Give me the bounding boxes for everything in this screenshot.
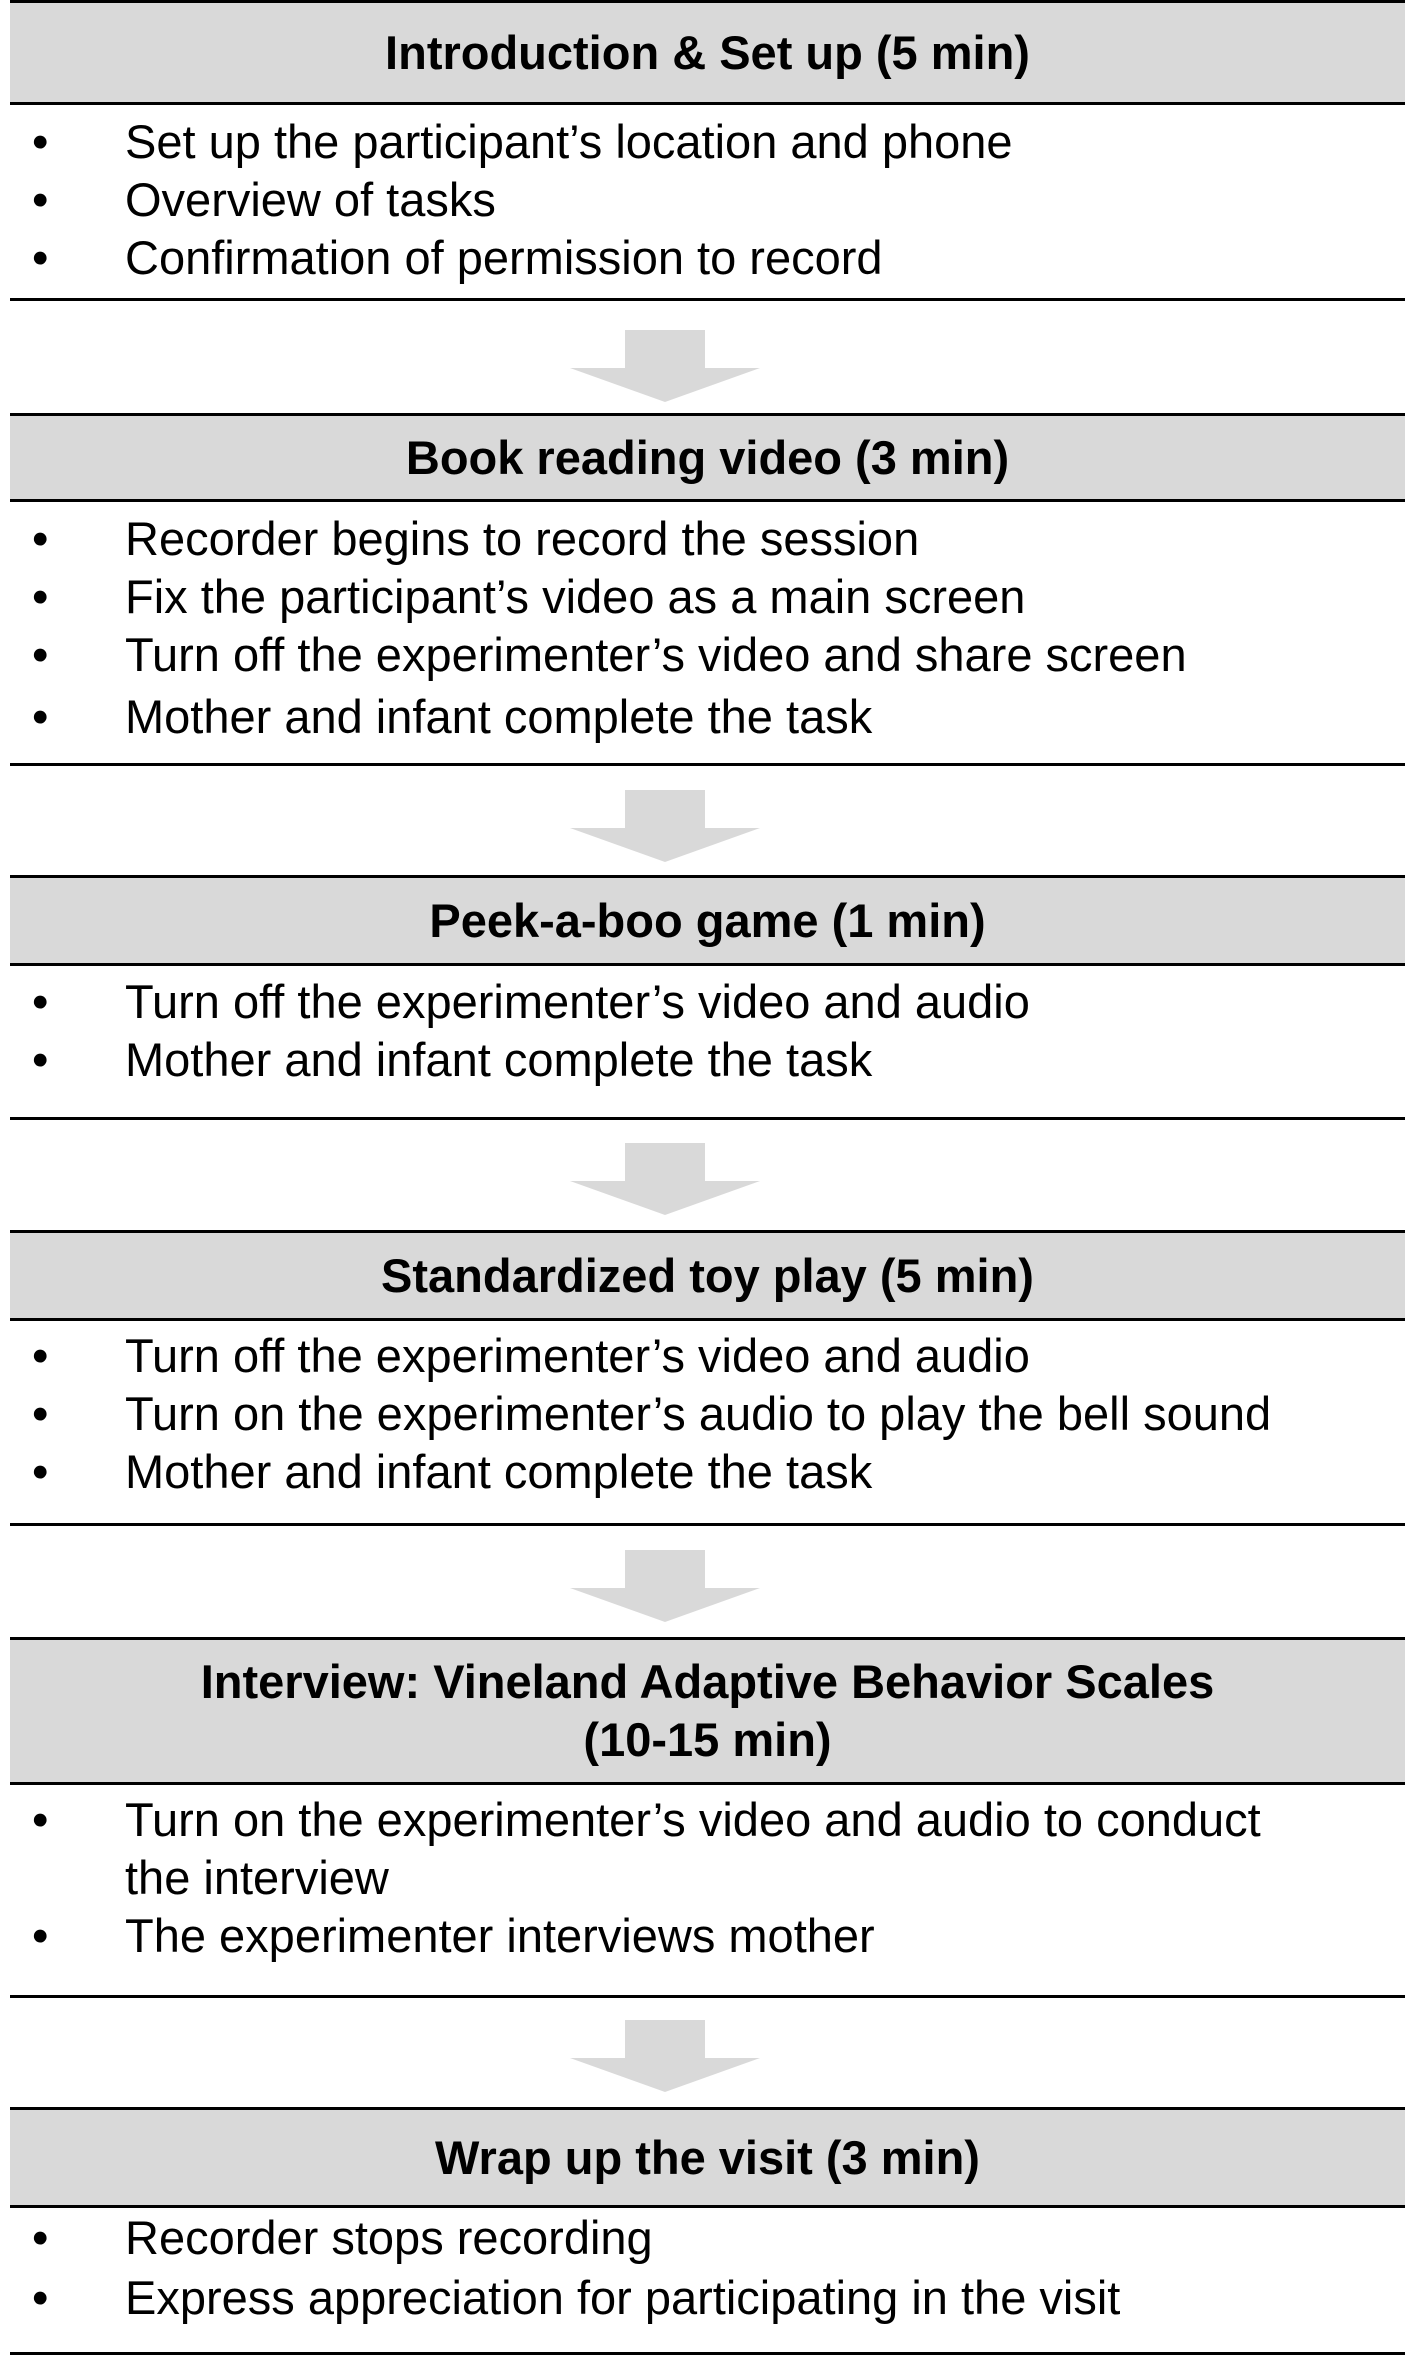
step-title-box <box>10 878 1405 966</box>
step-task-text: Express appreciation for participating in the visit <box>125 2271 1121 2324</box>
step-task-item <box>10 113 1405 171</box>
down-arrow-icon <box>570 330 760 402</box>
step-title-line: Introduction & Set up (5 min) <box>385 25 1030 79</box>
step-title-box <box>10 1640 1405 1785</box>
step-task-text: Turn off the experimenter’s video and audio <box>125 975 1030 1028</box>
step-task-item <box>10 510 1405 568</box>
step-title <box>435 2129 980 2187</box>
bullet-icon: • <box>32 231 49 284</box>
step-task-item <box>10 1443 1405 1501</box>
bullet-icon: • <box>32 1387 49 1440</box>
step-bottom-rule <box>10 1995 1405 1998</box>
step-task-item <box>10 626 1405 684</box>
bullet-icon: • <box>32 1033 49 1086</box>
step-title <box>429 892 985 950</box>
down-arrow-shape <box>570 2020 760 2092</box>
bullet-icon: • <box>32 1909 49 1962</box>
step-task-text: Turn off the experimenter’s video and share screen <box>125 628 1187 681</box>
step-task-item <box>10 2209 1405 2267</box>
step-task-item <box>10 973 1405 1031</box>
step-task-item <box>10 1327 1405 1385</box>
step-task-list <box>10 1791 1405 1965</box>
step-task-item <box>10 1907 1405 1965</box>
step-task-text: Confirmation of permission to record <box>125 231 883 284</box>
step-task-item <box>10 568 1405 626</box>
step-title <box>406 429 1009 487</box>
bullet-icon: • <box>32 975 49 1028</box>
step-title <box>385 24 1030 82</box>
step-title-box <box>10 416 1405 502</box>
step-task-text: Fix the participant’s video as a main screen <box>125 570 1026 623</box>
down-arrow-shape <box>570 330 760 402</box>
step-title-line: (10-15 min) <box>583 1713 832 1766</box>
down-arrow-icon <box>570 2020 760 2092</box>
bullet-icon: • <box>32 628 49 681</box>
bullet-icon: • <box>32 1445 49 1498</box>
step-title-box <box>10 1233 1405 1321</box>
step-task-text: Turn on the experimenter’s audio to play the bell sound <box>125 1387 1272 1440</box>
bullet-icon: • <box>32 1329 49 1382</box>
bullet-icon: • <box>32 115 49 168</box>
step-task-text: Mother and infant complete the task <box>125 1445 873 1498</box>
step-task-text: Mother and infant complete the task <box>125 690 873 743</box>
step-title-line: Interview: Vineland Adaptive Behavior Scales <box>200 1655 1215 1708</box>
bullet-icon: • <box>32 512 49 565</box>
step-task-text: the interview <box>125 1851 389 1904</box>
step-title <box>201 1653 1214 1769</box>
step-task-text: Mother and infant complete the task <box>125 1033 873 1086</box>
step-task-list <box>10 973 1405 1089</box>
step-task-text: Turn on the experimenter’s video and audio to conduct <box>125 1793 1261 1846</box>
step-task-list <box>10 510 1405 746</box>
step-title <box>381 1247 1034 1305</box>
step-task-item <box>10 1031 1405 1089</box>
step-title-line: Book reading video (3 min) <box>405 430 1010 484</box>
step-title-line: Peek-a-boo game (1 min) <box>429 893 986 947</box>
step-title-line: Wrap up the visit (3 min) <box>435 2130 980 2184</box>
bullet-icon: • <box>32 1793 49 1846</box>
step-title-line: Standardized toy play (5 min) <box>381 1248 1034 1302</box>
step-task-text: Set up the participant’s location and phone <box>125 115 1013 168</box>
step-bottom-rule <box>10 2352 1405 2355</box>
down-arrow-icon <box>570 1550 760 1622</box>
step-task-list <box>10 113 1405 287</box>
step-bottom-rule <box>10 1523 1405 1526</box>
bullet-icon: • <box>32 2271 49 2324</box>
step-task-text: Overview of tasks <box>125 173 496 226</box>
bullet-icon: • <box>32 570 49 623</box>
bullet-icon: • <box>32 2211 49 2264</box>
down-arrow-shape <box>570 790 760 862</box>
step-task-item <box>10 1791 1405 1907</box>
step-task-text: The experimenter interviews mother <box>125 1909 875 1962</box>
step-task-item <box>10 229 1405 287</box>
step-task-text: Turn off the experimenter’s video and audio <box>125 1329 1030 1382</box>
step-task-text: Recorder stops recording <box>125 2211 653 2264</box>
step-task-item <box>10 171 1405 229</box>
bullet-icon: • <box>32 690 49 743</box>
step-task-text: Recorder begins to record the session <box>125 512 920 565</box>
step-bottom-rule <box>10 1117 1405 1120</box>
step-task-list <box>10 2209 1405 2327</box>
step-task-item <box>10 688 1405 746</box>
step-task-item <box>10 1385 1405 1443</box>
step-bottom-rule <box>10 298 1405 301</box>
step-bottom-rule <box>10 763 1405 766</box>
bullet-icon: • <box>32 173 49 226</box>
step-title-box <box>10 3 1405 105</box>
down-arrow-icon <box>570 790 760 862</box>
step-task-item <box>10 2269 1405 2327</box>
step-title-box <box>10 2110 1405 2208</box>
down-arrow-shape <box>570 1143 760 1215</box>
down-arrow-icon <box>570 1143 760 1215</box>
step-task-list <box>10 1327 1405 1501</box>
down-arrow-shape <box>570 1550 760 1622</box>
